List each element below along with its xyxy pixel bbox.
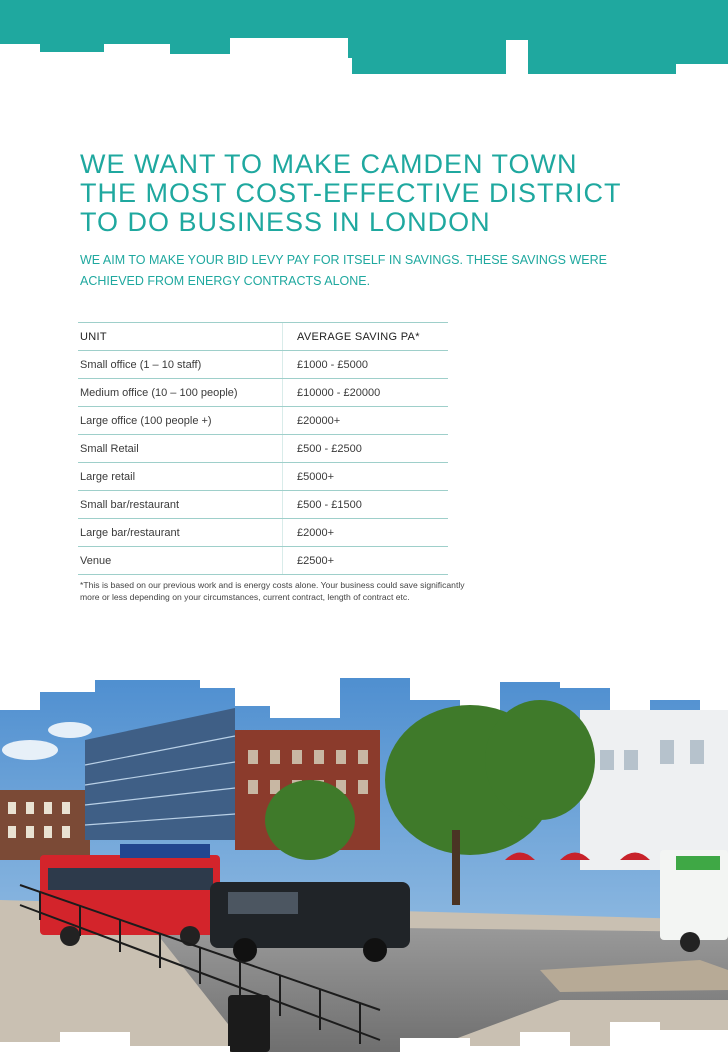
column-header-unit: UNIT — [78, 323, 283, 351]
saving-cell: £2000+ — [283, 519, 449, 547]
saving-cell: £10000 - £20000 — [283, 379, 449, 407]
table-row — [78, 435, 448, 463]
saving-cell: £20000+ — [283, 407, 449, 435]
table-header-row — [78, 323, 448, 351]
saving-cell: £500 - £2500 — [283, 435, 449, 463]
unit-cell: Small Retail — [78, 435, 283, 463]
table-row — [78, 547, 448, 575]
subheading — [80, 250, 640, 292]
unit-cell: Large bar/restaurant — [78, 519, 283, 547]
footnote — [80, 579, 510, 603]
page-headline — [80, 150, 622, 237]
saving-cell: £2500+ — [283, 547, 449, 575]
column-header-saving: AVERAGE SAVING PA* — [283, 323, 449, 351]
subheading-line-2: ACHIEVED FROM ENERGY CONTRACTS ALONE. — [80, 274, 371, 288]
saving-cell: £500 - £1500 — [283, 491, 449, 519]
unit-cell: Small office (1 – 10 staff) — [78, 351, 283, 379]
street-scene-photo — [0, 670, 728, 1052]
unit-cell: Venue — [78, 547, 283, 575]
headline-line-2: THE MOST COST-EFFECTIVE DISTRICT — [80, 178, 622, 208]
footnote-line-2: more or less depending on your circumstances, current contract, length of contract etc. — [80, 592, 410, 602]
unit-cell: Large office (100 people +) — [78, 407, 283, 435]
saving-cell: £5000+ — [283, 463, 449, 491]
table-row — [78, 407, 448, 435]
unit-cell: Medium office (10 – 100 people) — [78, 379, 283, 407]
footnote-line-1: *This is based on our previous work and is energy costs alone. Your business could save significantly — [80, 580, 465, 590]
skyline-band — [0, 0, 728, 80]
saving-cell: £1000 - £5000 — [283, 351, 449, 379]
table-row — [78, 519, 448, 547]
headline-line-1: WE WANT TO MAKE CAMDEN TOWN — [80, 149, 578, 179]
unit-cell: Large retail — [78, 463, 283, 491]
headline-line-3: TO DO BUSINESS IN LONDON — [80, 207, 491, 237]
table-row — [78, 491, 448, 519]
table-row — [78, 463, 448, 491]
subheading-line-1: WE AIM TO MAKE YOUR BID LEVY PAY FOR ITSELF IN SAVINGS. THESE SAVINGS WERE — [80, 253, 607, 267]
unit-cell: Small bar/restaurant — [78, 491, 283, 519]
table-row — [78, 379, 448, 407]
table-row — [78, 351, 448, 379]
savings-table — [78, 322, 448, 575]
